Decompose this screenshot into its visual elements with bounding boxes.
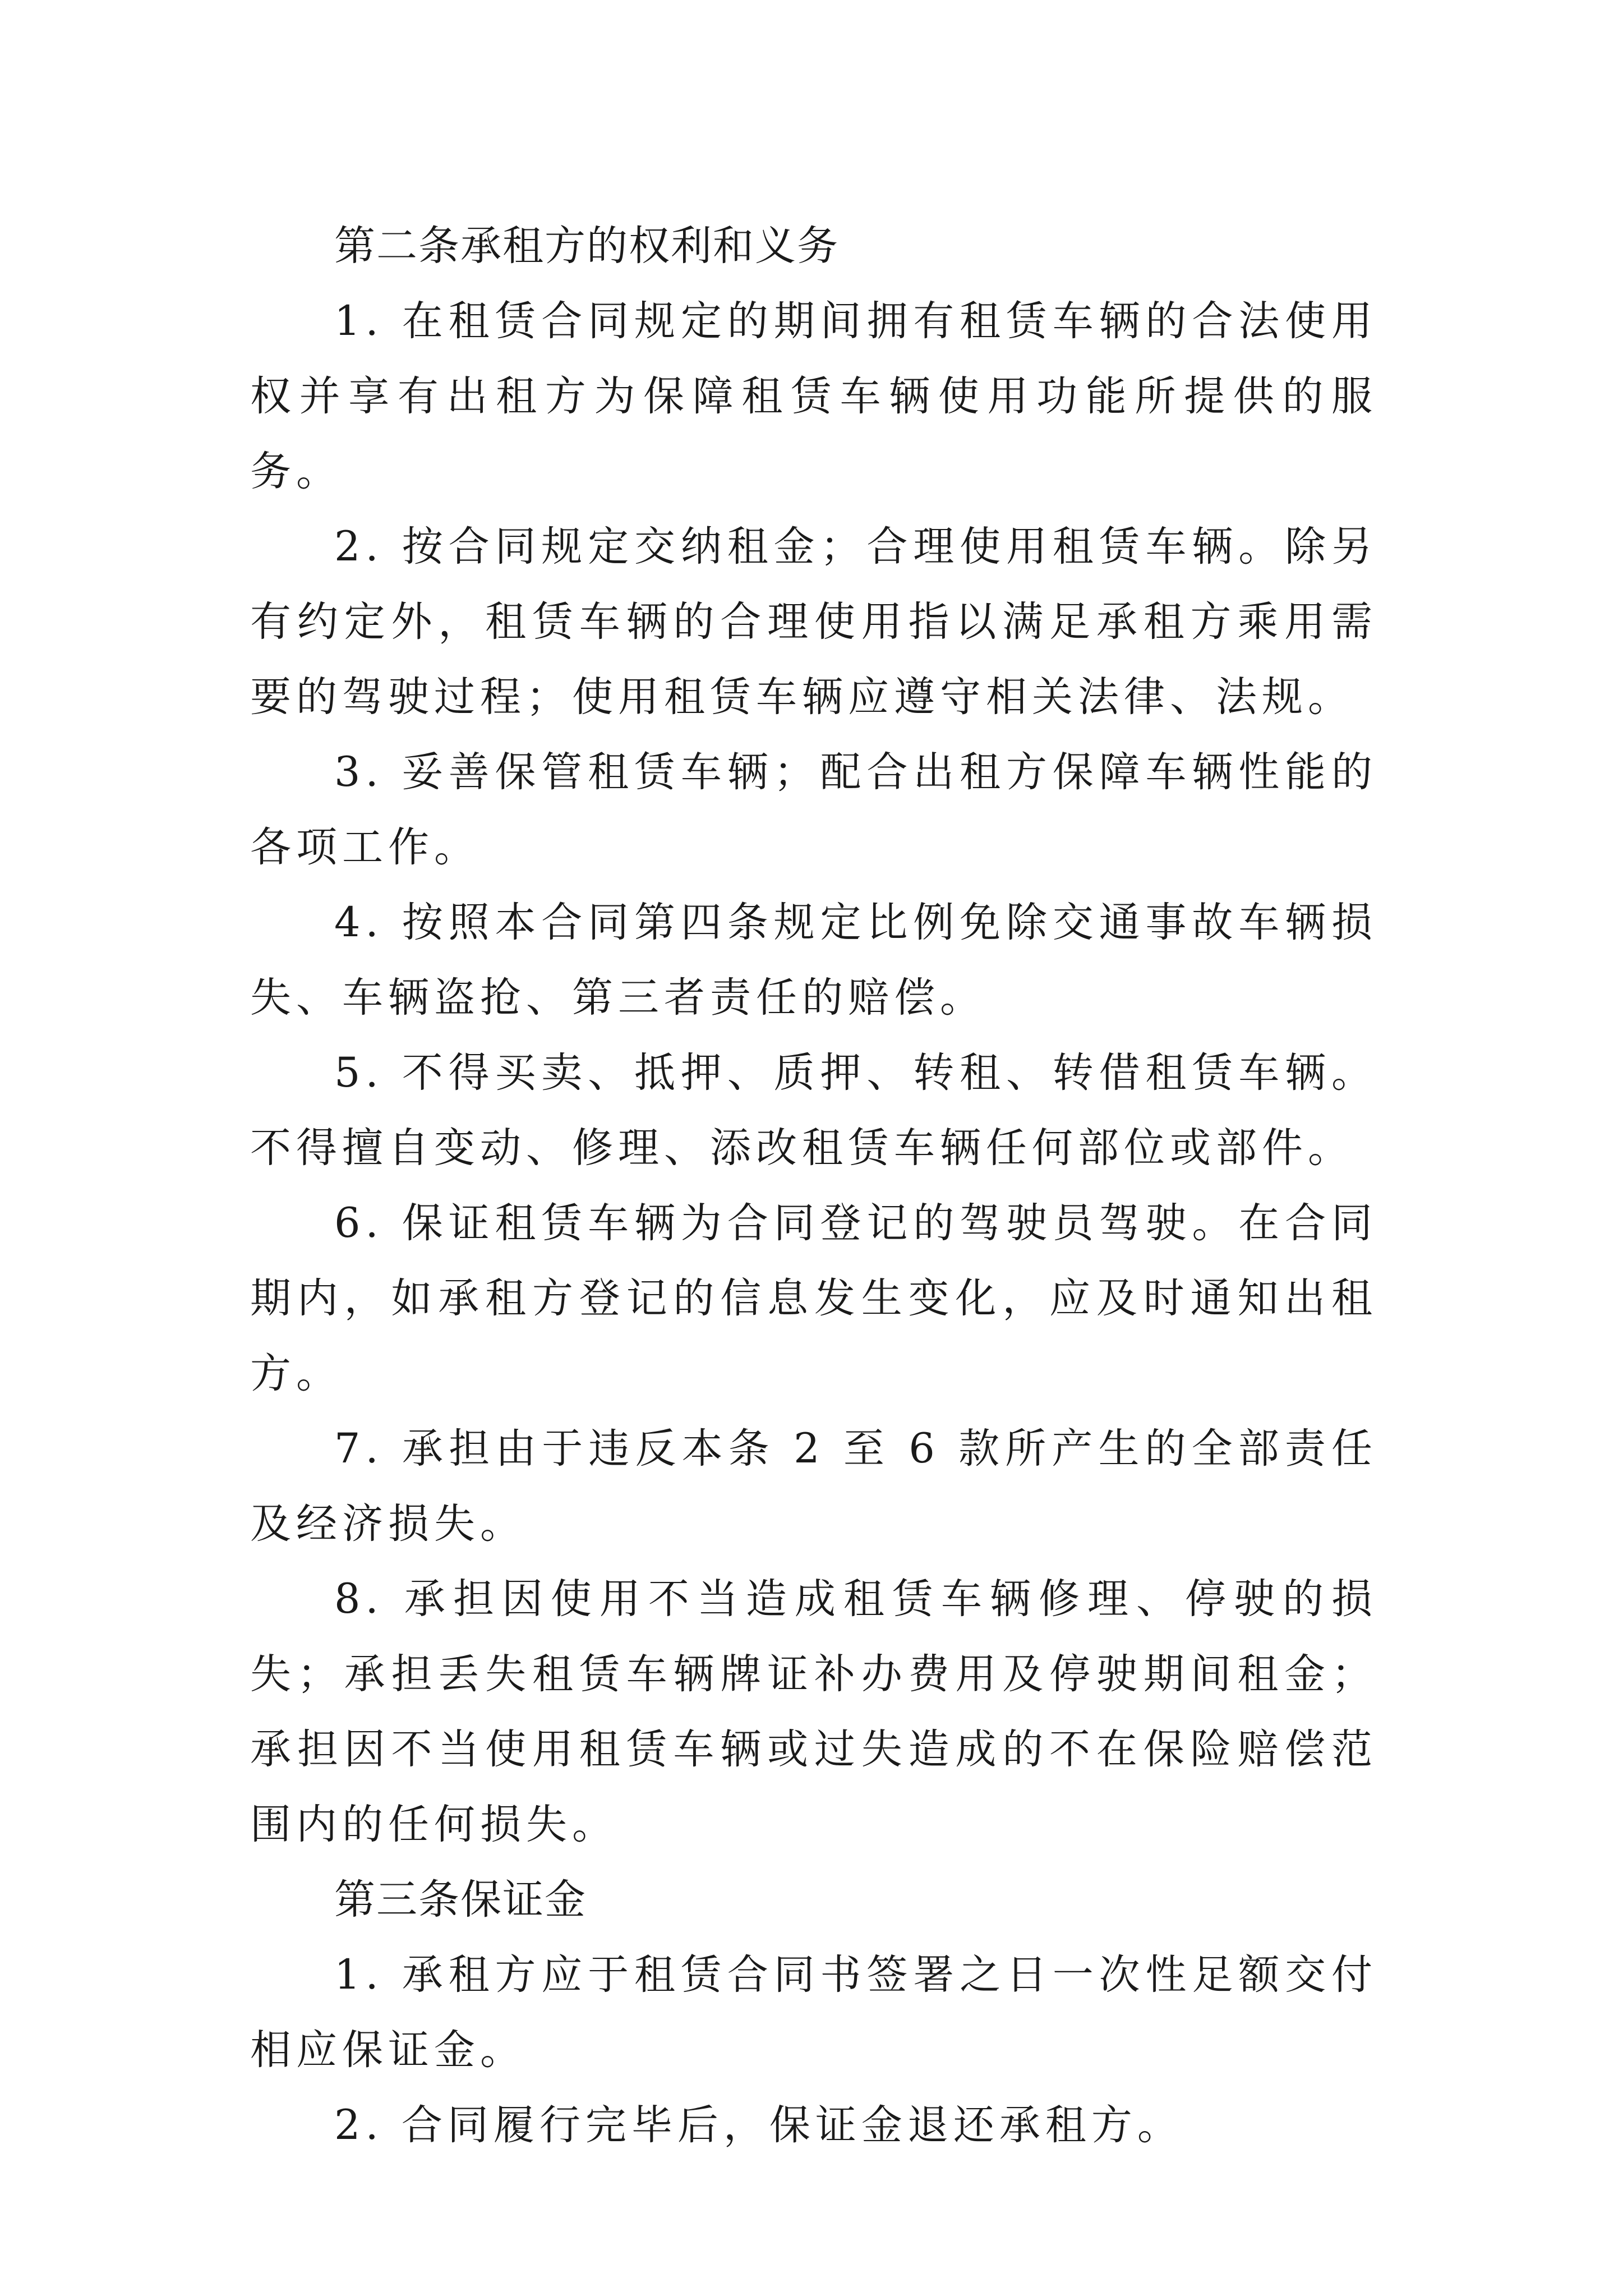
clause-2-1: 1. 在租赁合同规定的期间拥有租赁车辆的合法使用权并享有出租方为保障租赁车辆使用功能所提供的服务。: [250, 297, 1377, 495]
section-heading-2: 第二条承租方的权利和义务: [334, 222, 839, 270]
clause-3-2: 2. 合同履行完毕后，保证金退还承租方。: [334, 2101, 1183, 2149]
clause-3-1: 1. 承租方应于租赁合同书签署之日一次性足额交付相应保证金。: [250, 1951, 1377, 2074]
clause-2-4: 4. 按照本合同第四条规定比例免除交通事故车辆损失、车辆盗抢、第三者责任的赔偿。: [250, 899, 1377, 1022]
clause-2-2: 2. 按合同规定交纳租金；合理使用租赁车辆。除另有约定外，租赁车辆的合理使用指以满足承租方乘用需要的驾驶过程；使用租赁车辆应遵守相关法律、法规。: [250, 523, 1377, 721]
clause-2-5: 5. 不得买卖、抵押、质押、转租、转借租赁车辆。不得擅自变动、修理、添改租赁车辆任何部位或部件。: [250, 1049, 1377, 1172]
clause-2-8: 8. 承担因使用不当造成租赁车辆修理、停驶的损失；承担丢失租赁车辆牌证补办费用及停驶期间租金；承担因不当使用租赁车辆或过失造成的不在保险赔偿范围内的任何损失。: [250, 1575, 1377, 1848]
clause-2-7: 7. 承担由于违反本条 2 至 6 款所产生的全部责任及经济损失。: [250, 1425, 1377, 1548]
clause-2-6: 6. 保证租赁车辆为合同登记的驾驶员驾驶。在合同期内，如承租方登记的信息发生变化，应及时通知出租方。: [250, 1199, 1377, 1397]
clause-2-3: 3. 妥善保管租赁车辆；配合出租方保障车辆性能的各项工作。: [250, 748, 1377, 871]
section-heading-3: 第三条保证金: [334, 1876, 587, 1924]
document-body: [250, 209, 1377, 2163]
